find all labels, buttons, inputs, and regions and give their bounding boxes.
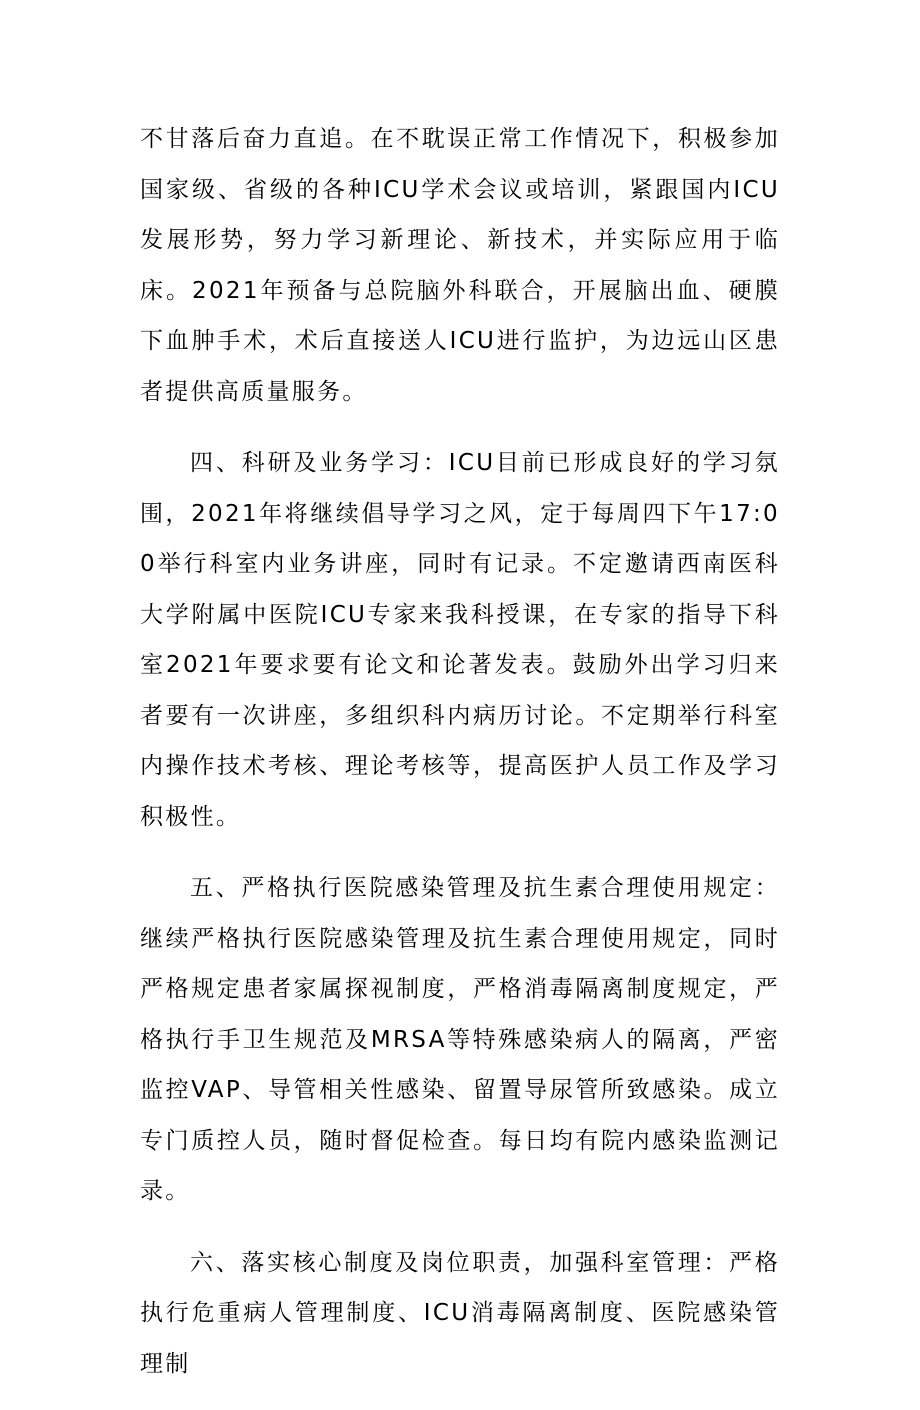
paragraph-core-system: 六、落实核心制度及岗位职责，加强科室管理：严格执行危重病人管理制度、ICU消毒隔离制度、医院感染管理制 <box>140 1249 780 1377</box>
paragraph-infection-control: 五、严格执行医院感染管理及抗生素合理使用规定：继续严格执行医院感染管理及抗生素合理使用规定，同时严格规定患者家属探视制度，严格消毒隔离制度规定，严格执行手卫生规范及MRSA等特殊感染病人的隔离，严密监控VAP、导管相关性感染、留置导尿管所致感染。成立专门质控人员，随时督促检查。每日均有院内感染监测记录。 <box>140 875 780 1204</box>
paragraph-continuation: 不甘落后奋力直追。在不耽误正常工作情况下，积极参加国家级、省级的各种ICU学术会议或培训，紧跟国内ICU发展形势，努力学习新理论、新技术，并实际应用于临床。2021年预备与总院脑外科联合，开展脑出血、硬膜下血肿手术，术后直接送人ICU进行监护，为边远山区患者提供高质量服务。 <box>140 126 780 405</box>
document-body <box>140 114 780 1410</box>
paragraph-research-study: 四、科研及业务学习：ICU目前已形成良好的学习氛围，2021年将继续倡导学习之风，定于每周四下午17:00举行科室内业务讲座，同时有记录。不定邀请西南医科大学附属中医院ICU专家来我科授课，在专家的指导下科室2021年要求要有论文和论著发表。鼓励外出学习归来者要有一次讲座，多组织科内病历讨论。不定期举行科室内操作技术考核、理论考核等，提高医护人员工作及学习积极性。 <box>140 450 780 830</box>
